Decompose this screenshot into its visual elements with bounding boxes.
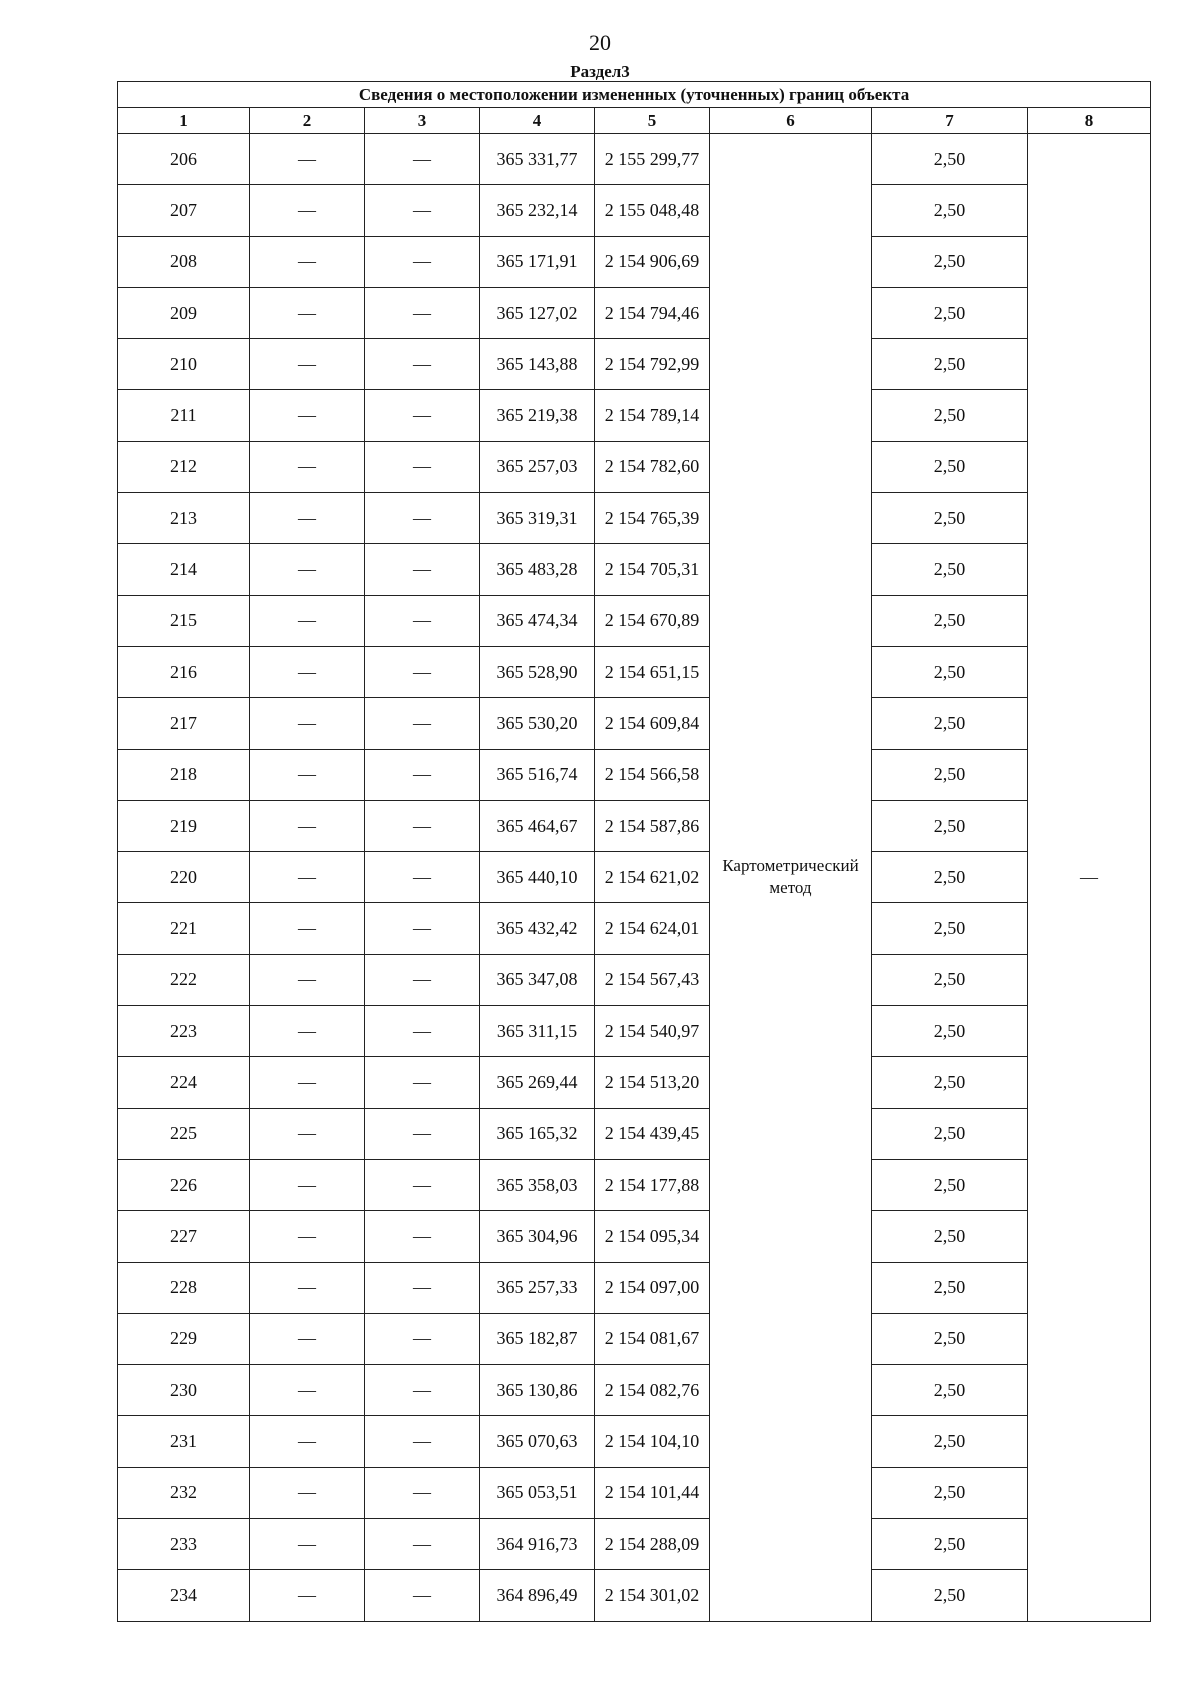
x-coordinate: 365 483,28 <box>480 544 595 595</box>
point-number: 214 <box>118 544 250 595</box>
accuracy-cell: 2,50 <box>872 595 1028 646</box>
table-row <box>118 698 1151 749</box>
table-row <box>118 749 1151 800</box>
column-number: 6 <box>710 108 872 134</box>
accuracy-cell: 2,50 <box>872 1467 1028 1518</box>
y-coordinate: 2 154 082,76 <box>595 1365 710 1416</box>
point-number: 221 <box>118 903 250 954</box>
table-row <box>118 441 1151 492</box>
table-row <box>118 1570 1151 1621</box>
old-y-cell: — <box>365 903 480 954</box>
old-y-cell: — <box>365 1365 480 1416</box>
table-caption: Сведения о местоположении измененных (уточненных) границ объекта <box>118 82 1151 108</box>
point-number: 219 <box>118 800 250 851</box>
point-number: 207 <box>118 185 250 236</box>
x-coordinate: 365 516,74 <box>480 749 595 800</box>
column-number: 2 <box>250 108 365 134</box>
x-coordinate: 365 070,63 <box>480 1416 595 1467</box>
old-y-cell: — <box>365 1416 480 1467</box>
accuracy-cell: 2,50 <box>872 493 1028 544</box>
x-coordinate: 365 432,42 <box>480 903 595 954</box>
y-coordinate: 2 154 101,44 <box>595 1467 710 1518</box>
old-y-cell: — <box>365 646 480 697</box>
table-row <box>118 287 1151 338</box>
old-y-cell: — <box>365 544 480 595</box>
y-coordinate: 2 155 048,48 <box>595 185 710 236</box>
column-number: 4 <box>480 108 595 134</box>
old-x-cell: — <box>250 441 365 492</box>
y-coordinate: 2 154 095,34 <box>595 1211 710 1262</box>
old-x-cell: — <box>250 544 365 595</box>
point-number: 232 <box>118 1467 250 1518</box>
y-coordinate: 2 154 906,69 <box>595 236 710 287</box>
accuracy-cell: 2,50 <box>872 1313 1028 1364</box>
old-x-cell: — <box>250 493 365 544</box>
old-x-cell: — <box>250 1211 365 1262</box>
x-coordinate: 365 474,34 <box>480 595 595 646</box>
point-number: 212 <box>118 441 250 492</box>
column-number: 1 <box>118 108 250 134</box>
old-x-cell: — <box>250 339 365 390</box>
old-x-cell: — <box>250 185 365 236</box>
point-number: 211 <box>118 390 250 441</box>
table-row <box>118 852 1151 903</box>
table-row <box>118 493 1151 544</box>
accuracy-cell: 2,50 <box>872 1108 1028 1159</box>
old-y-cell: — <box>365 185 480 236</box>
table-caption-row <box>118 82 1151 108</box>
column-number: 3 <box>365 108 480 134</box>
table-row <box>118 1467 1151 1518</box>
accuracy-cell: 2,50 <box>872 1006 1028 1057</box>
x-coordinate: 365 130,86 <box>480 1365 595 1416</box>
old-x-cell: — <box>250 390 365 441</box>
accuracy-cell: 2,50 <box>872 1519 1028 1570</box>
x-coordinate: 365 358,03 <box>480 1159 595 1210</box>
old-x-cell: — <box>250 236 365 287</box>
old-y-cell: — <box>365 749 480 800</box>
y-coordinate: 2 154 792,99 <box>595 339 710 390</box>
x-coordinate: 365 257,33 <box>480 1262 595 1313</box>
old-y-cell: — <box>365 800 480 851</box>
x-coordinate: 365 053,51 <box>480 1467 595 1518</box>
old-x-cell: — <box>250 1365 365 1416</box>
column-number-row <box>118 108 1151 134</box>
accuracy-cell: 2,50 <box>872 544 1028 595</box>
point-number: 226 <box>118 1159 250 1210</box>
y-coordinate: 2 154 621,02 <box>595 852 710 903</box>
accuracy-cell: 2,50 <box>872 646 1028 697</box>
point-number: 220 <box>118 852 250 903</box>
point-number: 229 <box>118 1313 250 1364</box>
x-coordinate: 365 171,91 <box>480 236 595 287</box>
x-coordinate: 365 440,10 <box>480 852 595 903</box>
accuracy-cell: 2,50 <box>872 185 1028 236</box>
old-x-cell: — <box>250 1262 365 1313</box>
table-row <box>118 544 1151 595</box>
old-x-cell: — <box>250 595 365 646</box>
y-coordinate: 2 154 566,58 <box>595 749 710 800</box>
y-coordinate: 2 154 567,43 <box>595 954 710 1005</box>
table-row <box>118 954 1151 1005</box>
old-x-cell: — <box>250 1057 365 1108</box>
table-row <box>118 390 1151 441</box>
old-x-cell: — <box>250 1159 365 1210</box>
x-coordinate: 365 165,32 <box>480 1108 595 1159</box>
y-coordinate: 2 154 288,09 <box>595 1519 710 1570</box>
point-number: 217 <box>118 698 250 749</box>
x-coordinate: 365 257,03 <box>480 441 595 492</box>
point-number: 224 <box>118 1057 250 1108</box>
table-row <box>118 646 1151 697</box>
point-number: 208 <box>118 236 250 287</box>
x-coordinate: 364 896,49 <box>480 1570 595 1621</box>
accuracy-cell: 2,50 <box>872 698 1028 749</box>
old-x-cell: — <box>250 954 365 1005</box>
y-coordinate: 2 154 765,39 <box>595 493 710 544</box>
table-row <box>118 1211 1151 1262</box>
point-number: 213 <box>118 493 250 544</box>
point-number: 234 <box>118 1570 250 1621</box>
x-coordinate: 365 319,31 <box>480 493 595 544</box>
old-y-cell: — <box>365 134 480 185</box>
accuracy-cell: 2,50 <box>872 1159 1028 1210</box>
old-y-cell: — <box>365 1108 480 1159</box>
old-x-cell: — <box>250 287 365 338</box>
table-row <box>118 1416 1151 1467</box>
accuracy-cell: 2,50 <box>872 1416 1028 1467</box>
accuracy-cell: 2,50 <box>872 800 1028 851</box>
old-y-cell: — <box>365 954 480 1005</box>
old-y-cell: — <box>365 595 480 646</box>
accuracy-cell: 2,50 <box>872 1211 1028 1262</box>
x-coordinate: 365 232,14 <box>480 185 595 236</box>
accuracy-cell: 2,50 <box>872 236 1028 287</box>
coordinates-table <box>117 81 1151 1622</box>
point-number: 206 <box>118 134 250 185</box>
page-number: 20 <box>589 30 611 55</box>
y-coordinate: 2 154 177,88 <box>595 1159 710 1210</box>
old-y-cell: — <box>365 287 480 338</box>
point-number: 225 <box>118 1108 250 1159</box>
x-coordinate: 365 182,87 <box>480 1313 595 1364</box>
old-y-cell: — <box>365 1262 480 1313</box>
point-number: 227 <box>118 1211 250 1262</box>
old-y-cell: — <box>365 1211 480 1262</box>
x-coordinate: 365 311,15 <box>480 1006 595 1057</box>
y-coordinate: 2 154 651,15 <box>595 646 710 697</box>
y-coordinate: 2 154 587,86 <box>595 800 710 851</box>
accuracy-cell: 2,50 <box>872 1262 1028 1313</box>
old-x-cell: — <box>250 134 365 185</box>
y-coordinate: 2 154 301,02 <box>595 1570 710 1621</box>
point-number: 231 <box>118 1416 250 1467</box>
point-number: 215 <box>118 595 250 646</box>
table-row <box>118 185 1151 236</box>
old-y-cell: — <box>365 1313 480 1364</box>
y-coordinate: 2 154 104,10 <box>595 1416 710 1467</box>
table-row <box>118 1006 1151 1057</box>
old-x-cell: — <box>250 800 365 851</box>
x-coordinate: 365 127,02 <box>480 287 595 338</box>
x-coordinate: 365 331,77 <box>480 134 595 185</box>
table-row <box>118 903 1151 954</box>
accuracy-cell: 2,50 <box>872 287 1028 338</box>
y-coordinate: 2 154 782,60 <box>595 441 710 492</box>
column-number: 5 <box>595 108 710 134</box>
y-coordinate: 2 154 609,84 <box>595 698 710 749</box>
x-coordinate: 365 143,88 <box>480 339 595 390</box>
old-x-cell: — <box>250 1313 365 1364</box>
column-number: 7 <box>872 108 1028 134</box>
point-number: 223 <box>118 1006 250 1057</box>
old-y-cell: — <box>365 390 480 441</box>
old-x-cell: — <box>250 1467 365 1518</box>
y-coordinate: 2 155 299,77 <box>595 134 710 185</box>
old-x-cell: — <box>250 1416 365 1467</box>
x-coordinate: 365 530,20 <box>480 698 595 749</box>
accuracy-cell: 2,50 <box>872 134 1028 185</box>
table-row <box>118 1365 1151 1416</box>
point-number: 210 <box>118 339 250 390</box>
x-coordinate: 365 464,67 <box>480 800 595 851</box>
table-row <box>118 1159 1151 1210</box>
table-row <box>118 1057 1151 1108</box>
section-title: Раздел3 <box>570 62 630 81</box>
table-body <box>118 134 1151 1622</box>
x-coordinate: 365 347,08 <box>480 954 595 1005</box>
old-y-cell: — <box>365 1159 480 1210</box>
accuracy-cell: 2,50 <box>872 954 1028 1005</box>
x-coordinate: 365 528,90 <box>480 646 595 697</box>
old-x-cell: — <box>250 1108 365 1159</box>
method-cell: Картометрический метод <box>710 134 872 1622</box>
table-row <box>118 339 1151 390</box>
old-y-cell: — <box>365 852 480 903</box>
old-x-cell: — <box>250 1519 365 1570</box>
old-y-cell: — <box>365 1570 480 1621</box>
y-coordinate: 2 154 794,46 <box>595 287 710 338</box>
old-x-cell: — <box>250 749 365 800</box>
old-y-cell: — <box>365 1519 480 1570</box>
old-y-cell: — <box>365 339 480 390</box>
point-number: 218 <box>118 749 250 800</box>
old-x-cell: — <box>250 903 365 954</box>
point-number: 230 <box>118 1365 250 1416</box>
point-number: 228 <box>118 1262 250 1313</box>
old-y-cell: — <box>365 236 480 287</box>
table-row <box>118 800 1151 851</box>
table-row <box>118 595 1151 646</box>
old-y-cell: — <box>365 1057 480 1108</box>
y-coordinate: 2 154 624,01 <box>595 903 710 954</box>
old-y-cell: — <box>365 1006 480 1057</box>
accuracy-cell: 2,50 <box>872 852 1028 903</box>
y-coordinate: 2 154 670,89 <box>595 595 710 646</box>
point-number: 222 <box>118 954 250 1005</box>
y-coordinate: 2 154 513,20 <box>595 1057 710 1108</box>
old-x-cell: — <box>250 852 365 903</box>
accuracy-cell: 2,50 <box>872 390 1028 441</box>
x-coordinate: 365 219,38 <box>480 390 595 441</box>
point-number: 233 <box>118 1519 250 1570</box>
column-number: 8 <box>1028 108 1151 134</box>
accuracy-cell: 2,50 <box>872 441 1028 492</box>
old-y-cell: — <box>365 1467 480 1518</box>
point-number: 209 <box>118 287 250 338</box>
y-coordinate: 2 154 439,45 <box>595 1108 710 1159</box>
old-y-cell: — <box>365 698 480 749</box>
accuracy-cell: 2,50 <box>872 1570 1028 1621</box>
point-number: 216 <box>118 646 250 697</box>
old-y-cell: — <box>365 493 480 544</box>
table-row <box>118 134 1151 185</box>
table-row <box>118 1108 1151 1159</box>
y-coordinate: 2 154 705,31 <box>595 544 710 595</box>
accuracy-cell: 2,50 <box>872 339 1028 390</box>
old-x-cell: — <box>250 1006 365 1057</box>
table-row <box>118 236 1151 287</box>
accuracy-cell: 2,50 <box>872 1057 1028 1108</box>
accuracy-cell: 2,50 <box>872 903 1028 954</box>
y-coordinate: 2 154 540,97 <box>595 1006 710 1057</box>
table-row <box>118 1519 1151 1570</box>
y-coordinate: 2 154 789,14 <box>595 390 710 441</box>
old-x-cell: — <box>250 698 365 749</box>
table-row <box>118 1262 1151 1313</box>
x-coordinate: 365 269,44 <box>480 1057 595 1108</box>
old-x-cell: — <box>250 1570 365 1621</box>
x-coordinate: 364 916,73 <box>480 1519 595 1570</box>
table-row <box>118 1313 1151 1364</box>
y-coordinate: 2 154 097,00 <box>595 1262 710 1313</box>
old-x-cell: — <box>250 646 365 697</box>
accuracy-cell: 2,50 <box>872 1365 1028 1416</box>
x-coordinate: 365 304,96 <box>480 1211 595 1262</box>
note-cell: — <box>1028 134 1151 1622</box>
accuracy-cell: 2,50 <box>872 749 1028 800</box>
y-coordinate: 2 154 081,67 <box>595 1313 710 1364</box>
old-y-cell: — <box>365 441 480 492</box>
